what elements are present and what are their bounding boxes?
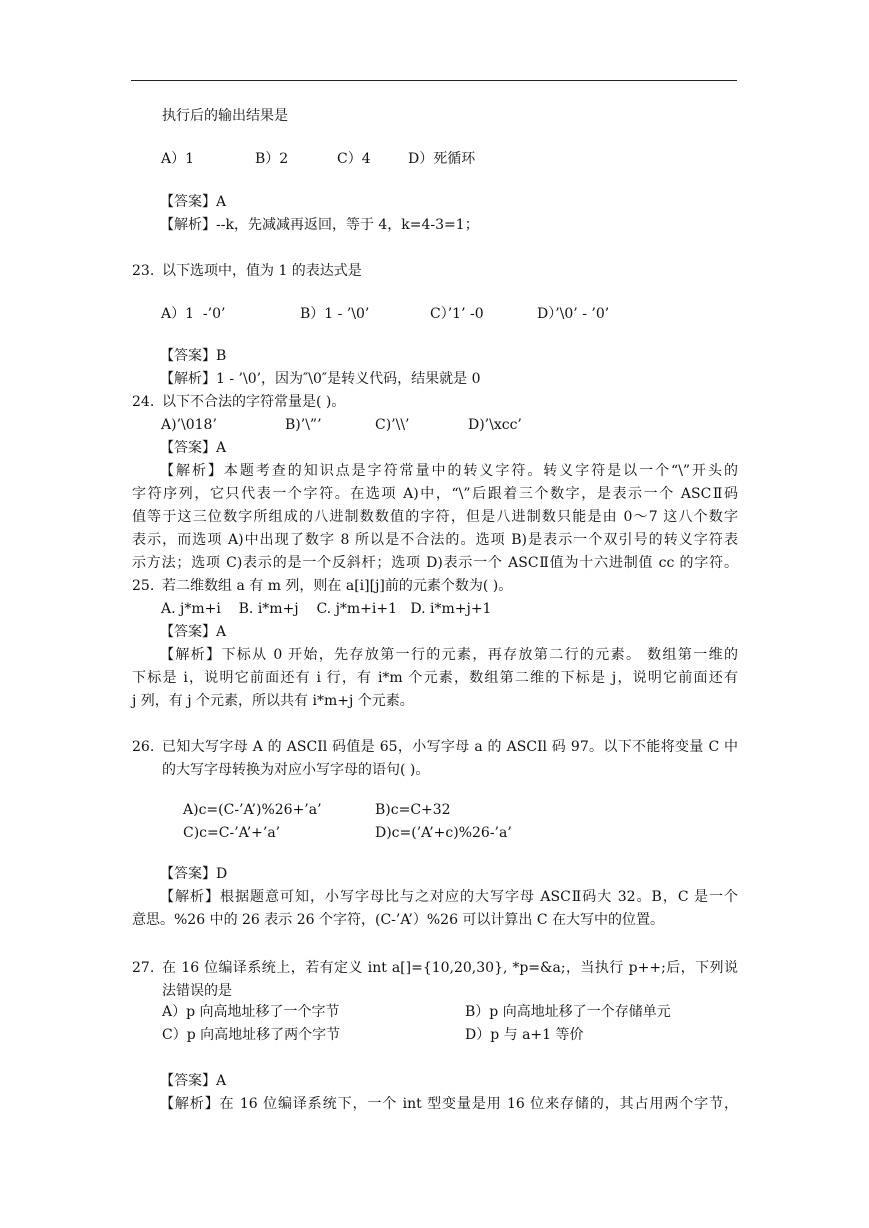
q27-question-line-2: 法错误的是	[162, 983, 232, 999]
q23-option-b: B）1 - ’\0’	[300, 306, 370, 322]
q25-analysis-line-1: 【解析】下标从 0 开始，先存放第一行的元素，再存放第二行的元素。 数组第一维的	[160, 647, 738, 663]
q26-analysis-line-2: 意思。%26 中的 26 表示 26 个字符，(C-’A’）%26 可以计算出 C 在大写中的位置。	[132, 912, 665, 928]
q26-option-b: B)c=C+32	[375, 802, 451, 818]
q22-answer: 【答案】A	[160, 194, 227, 210]
q27-option-b: B）p 向高地址移了一个存储单元	[465, 1004, 671, 1020]
q25-question: 若二维数组 a 有 m 列，则在 a[i][j]前的元素个数为( )。	[162, 578, 513, 594]
q23-question: 以下选项中，值为 1 的表达式是	[162, 263, 362, 279]
q27-analysis: 【解析】在 16 位编译系统下，一个 int 型变量是用 16 位来存储的，其占用两个字节，	[160, 1096, 738, 1112]
q27-number: 27.	[132, 960, 155, 976]
q24-answer: 【答案】A	[160, 440, 227, 456]
q25-analysis-line-3: j 列，有 j 个元素，所以共有 i*m+j 个元素。	[132, 693, 414, 709]
q22-option-b: B）2	[255, 151, 289, 167]
q27-option-c: C）p 向高地址移了两个字节	[162, 1027, 341, 1043]
q23-analysis: 【解析】1 - ’\0’，因为″\0″是转义代码，结果就是 0	[160, 371, 481, 387]
q26-option-c: C)c=C-’A’+’a’	[183, 825, 281, 841]
q26-answer: 【答案】D	[160, 866, 228, 882]
q23-option-c: C）’1’ -0	[430, 306, 484, 322]
q25-number: 25.	[132, 578, 155, 594]
q22-option-a: A）1	[161, 151, 195, 167]
question-intro: 执行后的输出结果是	[162, 108, 288, 124]
q26-question-line-1: 已知大写字母 A 的 ASCIl 码值是 65，小写字母 a 的 ASCIl 码 97。以下不能将变量 C 中	[162, 739, 738, 755]
q24-question: 以下不合法的字符常量是( )。	[162, 394, 346, 410]
q26-option-a: A)c=(C-’A’)%26+’a’	[183, 802, 322, 818]
q24-option-d: D)’\xcc’	[468, 417, 522, 433]
q23-answer: 【答案】B	[160, 348, 227, 364]
header-rule	[131, 80, 737, 81]
q24-analysis-line-4: 表示，而选项 A)中出现了数字 8 所以是不合法的。选项 B)是表示一个双引号的转义字符表	[132, 532, 738, 548]
q25-answer: 【答案】A	[160, 624, 227, 640]
q24-analysis-line-5: 示方法；选项 C)表示的是一个反斜杆；选项 D)表示一个 ASCⅡ值为十六进制值 cc 的字符。	[132, 555, 738, 571]
q23-number: 23.	[132, 263, 155, 279]
q24-analysis-line-3: 值等于这三位数字所组成的八进制数数值的字符，但是八进制数只能是由 0～7 这八个数字	[132, 509, 738, 525]
q27-question-line-1: 在 16 位编译系统上，若有定义 int a[]={10,20,30}, *p=&a;，当执行 p++;后，下列说	[162, 960, 738, 976]
q27-option-a: A）p 向高地址移了一个字节	[162, 1004, 340, 1020]
q27-option-d: D）p 与 a+1 等价	[465, 1027, 584, 1043]
q25-analysis-line-2: 下标是 i，说明它前面还有 i 行，有 i*m 个元素，数组第二维的下标是 j，说明它前面还有	[132, 670, 738, 686]
q22-option-d: D）死循环	[408, 151, 476, 167]
q23-option-d: D）’\0’ - ’0’	[537, 306, 610, 322]
q24-analysis-line-2: 字符序列，它只代表一个字符。在选项 A)中，“\”后跟着三个数字，是表示一个 ASCⅡ码	[132, 486, 738, 502]
q26-analysis-line-1: 【解析】根据题意可知，小写字母比与之对应的大写字母 ASCⅡ码大 32。B，C 是一个	[160, 889, 738, 905]
q26-option-d: D)c=(’A’+c)%26-’a’	[375, 825, 512, 841]
q26-number: 26.	[132, 739, 155, 755]
q22-option-c: C）4	[337, 151, 371, 167]
q24-option-a: A)’\018’	[161, 417, 217, 433]
q23-option-a: A）1 -’0’	[161, 306, 226, 322]
q24-number: 24.	[132, 394, 155, 410]
q24-analysis-line-1: 【解析】本题考查的知识点是字符常量中的转义字符。转义字符是以一个“\”开头的	[160, 463, 738, 479]
q26-question-line-2: 的大写字母转换为对应小写字母的语句( )。	[162, 762, 430, 778]
q22-analysis: 【解析】--k，先减减再返回，等于 4，k=4-3=1；	[160, 217, 479, 233]
q27-answer: 【答案】A	[160, 1073, 227, 1089]
q24-option-b: B)’\”’	[285, 417, 322, 433]
q24-option-c: C)’\\’	[375, 417, 410, 433]
q25-options: A. j*m+i B. i*m+j C. j*m+i+1 D. i*m+j+1	[161, 601, 492, 617]
